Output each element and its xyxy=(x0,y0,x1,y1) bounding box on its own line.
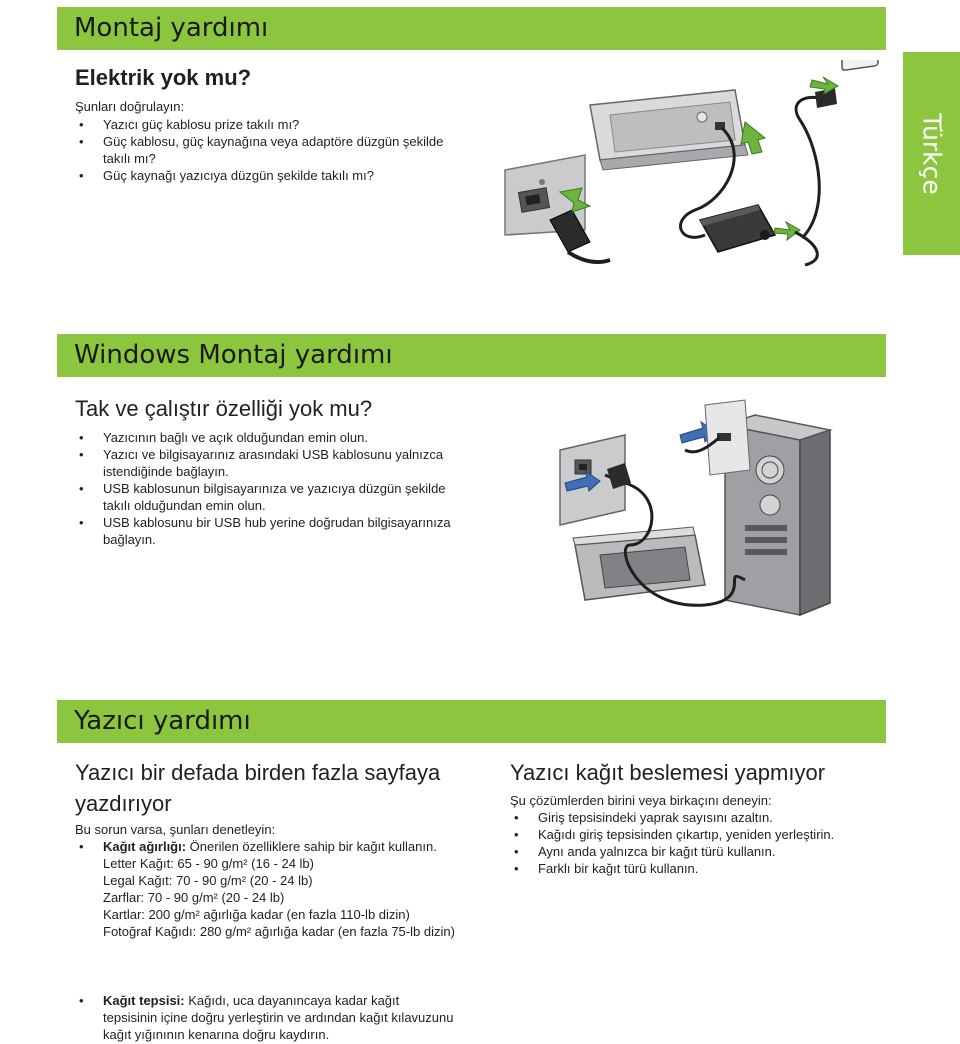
multipage-checklist xyxy=(75,838,465,940)
paper-weight-text: Önerilen özelliklere sahip bir kağıt kullanın. xyxy=(186,839,437,854)
list-item: • Yazıcının bağlı ve açık olduğundan emin olun. xyxy=(75,429,455,446)
power-connection-illustration xyxy=(490,60,890,275)
power-heading: Elektrik yok mu? xyxy=(75,65,252,90)
section-header-windows: Windows Montaj yardımı xyxy=(57,334,886,377)
nofeed-intro: Şu çözümlerden birini veya birkaçını deneyin: xyxy=(510,793,772,808)
weight-spec: Zarflar: 70 - 90 g/m² (20 - 24 lb) xyxy=(103,890,285,905)
nofeed-checklist xyxy=(510,809,910,877)
power-checklist xyxy=(75,116,455,184)
list-item: • USB kablosunun bilgisayarınıza ve yazıcıya düzgün şekilde takılı olduğundan emin olun. xyxy=(75,480,455,514)
list-item: • USB kablosunu bir USB hub yerine doğrudan bilgisayarınıza bağlayın. xyxy=(75,514,455,548)
usb-connection-illustration xyxy=(545,395,845,625)
printer-rear xyxy=(573,527,705,600)
list-item: • Yazıcı ve bilgisayarınız arasındaki USB kablosunu yalnızca istendiğinde bağlayın. xyxy=(75,446,455,480)
weight-spec: Legal Kağıt: 70 - 90 g/m² (20 - 24 lb) xyxy=(103,873,313,888)
paper-tray-label: Kağıt tepsisi: xyxy=(103,993,185,1008)
list-item: • Giriş tepsisindeki yaprak sayısını azaltın. xyxy=(510,809,910,826)
plugplay-checklist xyxy=(75,429,455,548)
section-header-yazici: Yazıcı yardımı xyxy=(57,700,886,743)
weight-spec: Kartlar: 200 g/m² ağırlığa kadar (en fazla 110-lb dizin) xyxy=(103,907,410,922)
paper-weight-label: Kağıt ağırlığı: xyxy=(103,839,187,854)
section-header-montaj: Montaj yardımı xyxy=(57,7,886,50)
list-item: • Farklı bir kağıt türü kullanın. xyxy=(510,860,910,877)
list-item: • Güç kaynağı yazıcıya düzgün şekilde takılı mı? xyxy=(75,167,455,184)
list-item: • Aynı anda yalnızca bir kağıt türü kullanın. xyxy=(510,843,910,860)
language-tab-label: Türkçe xyxy=(917,112,946,195)
multipage-heading: Yazıcı bir defada birden fazla sayfaya yazdırıyor xyxy=(75,760,441,816)
plugplay-heading: Tak ve çalıştır özelliği yok mu? xyxy=(75,396,373,421)
language-tab xyxy=(903,52,960,255)
list-item: • Güç kablosu, güç kaynağına veya adaptöre düzgün şekilde takılı mı? xyxy=(75,133,455,167)
power-adapter xyxy=(700,205,775,252)
list-item: • Yazıcı güç kablosu prize takılı mı? xyxy=(75,116,455,133)
list-item xyxy=(75,992,455,1043)
weight-spec: Letter Kağıt: 65 - 90 g/m² (16 - 24 lb) xyxy=(103,856,314,871)
list-item xyxy=(75,838,465,940)
weight-spec: Fotoğraf Kağıdı: 280 g/m² ağırlığa kadar (en fazla 75-lb dizin) xyxy=(103,924,455,939)
power-intro: Şunları doğrulayın: xyxy=(75,99,185,114)
paper-tray-text: Kağıdı, uca dayanıncaya kadar kağıt tepsisinin içine doğru yerleştirin ve ardından kağıt kılavuzunu kağıt yığınının kenarına doğru kaydırın. xyxy=(103,993,454,1042)
list-item: • Kağıdı giriş tepsisinden çıkartıp, yeniden yerleştirin. xyxy=(510,826,910,843)
nofeed-heading: Yazıcı kağıt beslemesi yapmıyor xyxy=(510,760,826,785)
tray-checklist xyxy=(75,992,455,1043)
multipage-intro: Bu sorun varsa, şunları denetleyin: xyxy=(75,822,276,837)
